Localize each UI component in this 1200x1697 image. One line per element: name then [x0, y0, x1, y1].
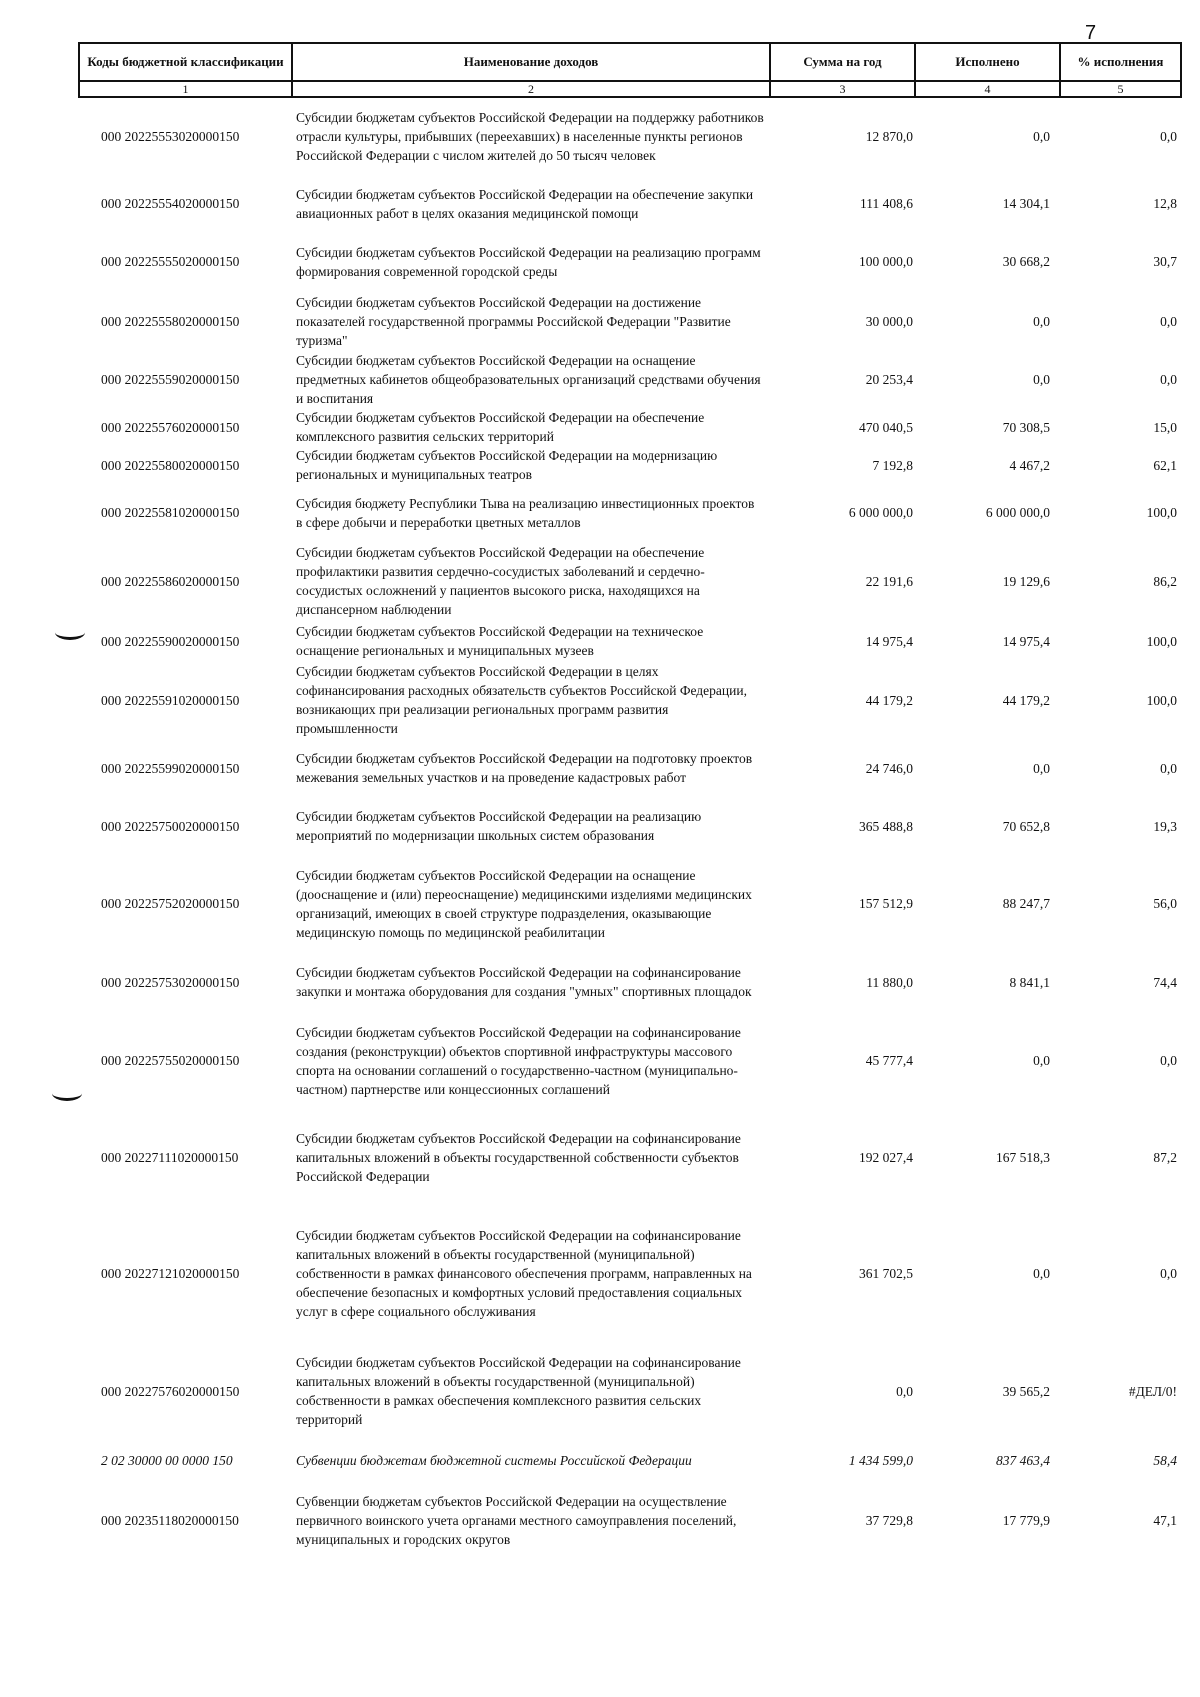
- row-code: 000 20225752020000150: [101, 896, 240, 911]
- row-percent: 100,0: [1146, 505, 1177, 520]
- row-name: Субсидии бюджетам субъектов Российской Федерации на достижение показателей государственной программы Российской Федерации "Развитие туризма": [296, 294, 731, 348]
- row-name: Субсидии бюджетам субъектов Российской Федерации на реализацию мероприятий по модернизации школьных систем образования: [296, 809, 702, 843]
- row-name: Субсидии бюджетам субъектов Российской Федерации на оснащение (дооснащение и (или) переоснащение) медицинскими изделиями медицинских организаций, имеющих в своей структуре подразделения, оказывающие медицинскую помощь по медицинской реабилитации: [296, 867, 752, 940]
- row-code: 2 02 30000 00 0000 150: [101, 1452, 233, 1468]
- row-done: 14 975,4: [1002, 633, 1050, 649]
- header-num-4: 4: [915, 81, 1060, 97]
- row-code: 000 20227576020000150: [101, 1383, 240, 1399]
- row-done: 88 247,7: [1002, 896, 1050, 911]
- table-row: [79, 408, 1181, 446]
- row-name: Субсидии бюджетам субъектов Российской Федерации на обеспечение профилактики развития сердечно-сосудистых заболеваний и сердечно-сосудистых осложнений у пациентов высокого риска, находящихся на диспансерном наблюдении: [296, 545, 705, 617]
- row-plan: 12 870,0: [865, 129, 913, 144]
- row-percent: 62,1: [1153, 457, 1177, 473]
- row-code: 000 20227111020000150: [101, 1149, 239, 1165]
- table-row: [79, 446, 1181, 484]
- row-done: 19 129,6: [1002, 573, 1050, 589]
- row-name: Субсидия бюджету Республики Тыва на реализацию инвестиционных проектов в сфере добычи и переработки цветных металлов: [296, 495, 755, 530]
- row-code: 000 20225576020000150: [101, 419, 240, 435]
- table-row: [79, 1012, 1181, 1109]
- row-percent: 0,0: [1160, 129, 1177, 144]
- row-plan: 14 975,4: [865, 633, 913, 649]
- row-plan: 0,0: [896, 1383, 913, 1399]
- row-code: 000 20225755020000150: [101, 1053, 240, 1068]
- table-row: [79, 739, 1181, 797]
- header-plan: Сумма на год: [770, 43, 915, 81]
- row-percent: 0,0: [1160, 313, 1177, 329]
- row-percent: 100,0: [1146, 692, 1177, 708]
- row-percent: 19,3: [1153, 818, 1177, 834]
- row-name: Субсидии бюджетам субъектов Российской Федерации на софинансирование капитальных вложений в объекты государственной собственности субъектов Российской Федерации: [296, 1130, 741, 1184]
- row-plan: 157 512,9: [859, 896, 913, 911]
- header-num-5: 5: [1060, 81, 1181, 97]
- row-done: 39 565,2: [1002, 1383, 1050, 1399]
- row-code: 000 20225580020000150: [101, 457, 240, 473]
- table-row: [79, 291, 1181, 351]
- row-percent: 15,0: [1153, 419, 1177, 435]
- row-plan: 361 702,5: [859, 1266, 913, 1281]
- row-done: 30 668,2: [1002, 254, 1050, 269]
- row-percent: 86,2: [1153, 573, 1177, 589]
- row-done: 837 463,4: [996, 1452, 1050, 1468]
- row-code: 000 20225559020000150: [101, 372, 240, 387]
- header-name: Наименование доходов: [292, 43, 770, 81]
- row-name: Субсидии бюджетам субъектов Российской Федерации на модернизацию региональных и муниципальных театров: [296, 448, 718, 482]
- table-row: [79, 1480, 1181, 1560]
- table-row: [79, 97, 1181, 175]
- row-code: 000 20225590020000150: [101, 633, 240, 649]
- row-plan: 45 777,4: [865, 1053, 913, 1068]
- row-name: Субсидии бюджетам субъектов Российской Федерации в целях софинансирования расходных обязательств субъектов Российской Федерации, возникающих при реализации региональных программ развития промышленности: [296, 664, 747, 736]
- table-row: [79, 541, 1181, 621]
- row-code: 000 20225555020000150: [101, 254, 240, 269]
- row-code: 000 20235118020000150: [101, 1512, 239, 1528]
- page-number: 7: [1085, 22, 1097, 44]
- row-done: 4 467,2: [1009, 457, 1050, 473]
- row-code: 000 20225553020000150: [101, 129, 240, 144]
- row-plan: 22 191,6: [865, 573, 913, 589]
- row-done: 70 652,8: [1002, 818, 1050, 834]
- row-percent: 74,4: [1153, 974, 1177, 990]
- row-done: 70 308,5: [1002, 419, 1050, 435]
- row-name: Субсидии бюджетам субъектов Российской Федерации на софинансирование капитальных вложений в объекты государственной (муниципальной) собственности в рамках финансового обеспечения программ, направленных на обеспечение безопасных и комфортных условий предоставления социальных услуг в сфере социального обслуживания: [296, 1228, 752, 1319]
- row-name: Субсидии бюджетам субъектов Российской Федерации на софинансирование закупки и монтажа оборудования для создания "умных" спортивных площадок: [296, 965, 752, 999]
- row-name: Субвенции бюджетам бюджетной системы Российской Федерации: [296, 1452, 692, 1468]
- table-row: [79, 952, 1181, 1012]
- row-plan: 6 000 000,0: [848, 505, 913, 520]
- table-row: [79, 175, 1181, 232]
- row-plan: 44 179,2: [865, 692, 913, 708]
- row-percent: 12,8: [1153, 196, 1177, 211]
- table-row: [79, 232, 1181, 291]
- table-row: [79, 1109, 1181, 1205]
- header-done: Исполнено: [915, 43, 1060, 81]
- header-num-1: 1: [79, 81, 292, 97]
- row-name: Субсидии бюджетам субъектов Российской Федерации на софинансирование капитальных вложений в объекты государственной (муниципальной) собственности в рамках обеспечения комплексного развития сельских территорий: [296, 1355, 741, 1427]
- revenue-table: [78, 42, 1182, 1560]
- row-done: 14 304,1: [1002, 196, 1050, 211]
- row-percent: 87,2: [1153, 1149, 1177, 1165]
- header-num-2: 2: [292, 81, 770, 97]
- row-done: 0,0: [1033, 372, 1050, 387]
- table-row: [79, 661, 1181, 739]
- row-name: Субсидии бюджетам субъектов Российской Федерации на оснащение предметных кабинетов общеобразовательных организаций средствами обучения и воспитания: [296, 353, 761, 406]
- row-code: 000 20225581020000150: [101, 505, 240, 520]
- row-name: Субсидии бюджетам субъектов Российской Федерации на подготовку проектов межевания земельных участков и на проведение кадастровых работ: [296, 751, 753, 785]
- row-name: Субсидии бюджетам субъектов Российской Федерации на обеспечение комплексного развития сельских территорий: [296, 410, 705, 444]
- row-name: Субсидии бюджетам субъектов Российской Федерации на поддержку работников отрасли культуры, прибывших (переехавших) в населенные пункты регионов Российской Федерации с числом жителей до 50 тысяч человек: [296, 110, 764, 163]
- row-plan: 20 253,4: [865, 372, 913, 387]
- table-row: [79, 1205, 1181, 1342]
- table-body: [79, 97, 1181, 1560]
- row-done: 6 000 000,0: [985, 505, 1050, 520]
- row-done: 0,0: [1033, 129, 1050, 144]
- row-plan: 111 408,6: [860, 196, 913, 211]
- row-done: 167 518,3: [996, 1149, 1050, 1165]
- row-percent: 47,1: [1153, 1512, 1177, 1528]
- row-done: 44 179,2: [1002, 692, 1050, 708]
- row-name: Субвенции бюджетам субъектов Российской Федерации на осуществление первичного воинского учета органами местного самоуправления поселений, муниципальных и городских округов: [296, 1493, 737, 1547]
- table-row: [79, 1440, 1181, 1480]
- row-plan: 30 000,0: [865, 313, 913, 329]
- row-name: Субсидии бюджетам субъектов Российской Федерации на реализацию программ формирования современной городской среды: [296, 244, 761, 279]
- header-percent: % исполнения: [1060, 43, 1181, 81]
- row-code: 000 20225750020000150: [101, 818, 240, 834]
- row-percent: 0,0: [1160, 760, 1177, 776]
- table-row: [79, 621, 1181, 661]
- row-code: 000 20225753020000150: [101, 974, 240, 990]
- row-done: 0,0: [1033, 1266, 1050, 1281]
- row-plan: 365 488,8: [859, 818, 913, 834]
- table-row: [79, 351, 1181, 408]
- row-code: 000 20225586020000150: [101, 573, 240, 589]
- row-plan: 192 027,4: [859, 1149, 913, 1165]
- row-percent: 30,7: [1153, 254, 1177, 269]
- row-percent: 0,0: [1160, 372, 1177, 387]
- row-code: 000 20225558020000150: [101, 313, 240, 329]
- row-done: 0,0: [1033, 760, 1050, 776]
- row-done: 17 779,9: [1002, 1512, 1050, 1528]
- row-code: 000 20227121020000150: [101, 1266, 240, 1281]
- row-percent: 56,0: [1153, 896, 1177, 911]
- row-percent: #ДЕЛ/0!: [1128, 1383, 1177, 1399]
- row-plan: 470 040,5: [859, 419, 913, 435]
- row-plan: 7 192,8: [872, 457, 913, 473]
- row-percent: 0,0: [1160, 1266, 1177, 1281]
- row-name: Субсидии бюджетам субъектов Российской Федерации на софинансирование создания (реконструкции) объектов спортивной инфраструктуры массового спорта на основании соглашений о государственно-частном (муниципально-частном) партнерстве или концессионных соглашений: [296, 1024, 741, 1097]
- row-done: 0,0: [1033, 313, 1050, 329]
- row-done: 8 841,1: [1009, 974, 1050, 990]
- row-code: 000 20225599020000150: [101, 760, 240, 776]
- row-plan: 1 434 599,0: [848, 1452, 913, 1468]
- row-code: 000 20225591020000150: [101, 692, 240, 708]
- row-name: Субсидии бюджетам субъектов Российской Федерации на обеспечение закупки авиационных работ в целях оказания медицинской помощи: [296, 186, 754, 221]
- row-plan: 24 746,0: [865, 760, 913, 776]
- row-name: Субсидии бюджетам субъектов Российской Федерации на техническое оснащение региональных и муниципальных музеев: [296, 624, 704, 658]
- row-percent: 0,0: [1160, 1053, 1177, 1068]
- table-row: [79, 797, 1181, 855]
- table-row: [79, 1342, 1181, 1440]
- row-code: 000 20225554020000150: [101, 196, 240, 211]
- row-plan: 100 000,0: [859, 254, 913, 269]
- table-row: [79, 855, 1181, 952]
- row-plan: 11 880,0: [866, 974, 913, 990]
- header-num-3: 3: [770, 81, 915, 97]
- row-percent: 58,4: [1153, 1452, 1177, 1468]
- row-percent: 100,0: [1146, 633, 1177, 649]
- table-row: [79, 484, 1181, 541]
- row-plan: 37 729,8: [865, 1512, 913, 1528]
- row-done: 0,0: [1033, 1053, 1050, 1068]
- header-codes: Коды бюджетной классификации: [79, 43, 292, 81]
